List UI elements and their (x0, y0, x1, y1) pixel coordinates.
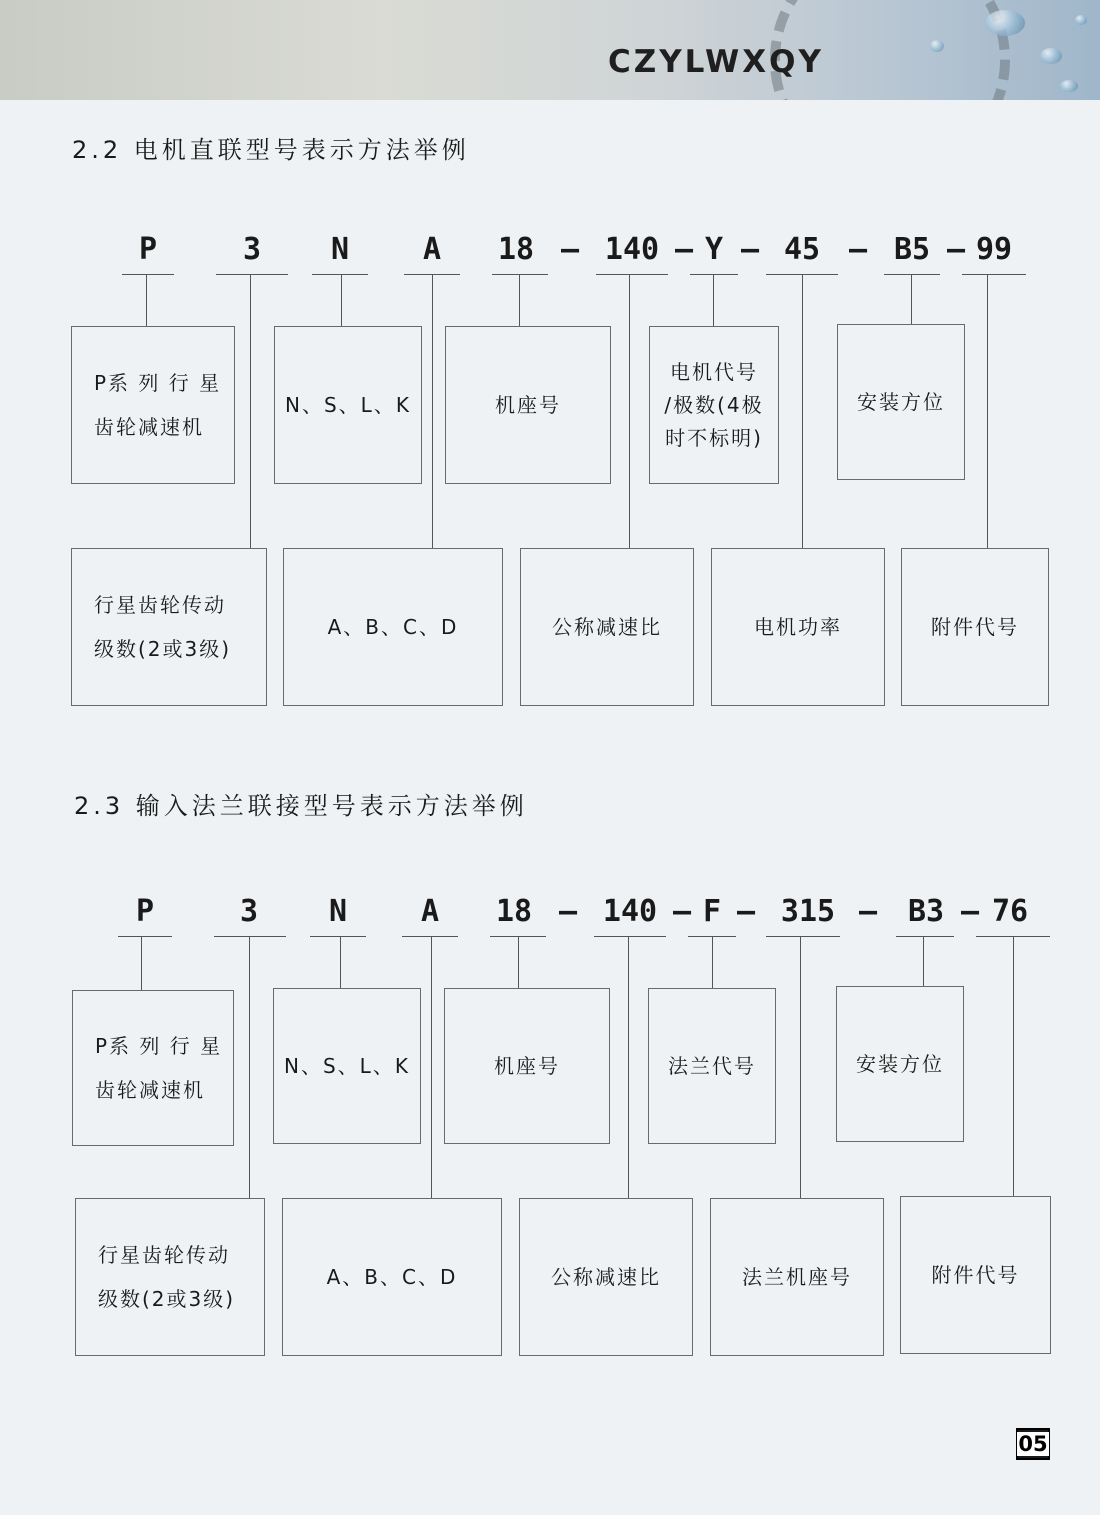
code-underline (594, 936, 666, 937)
code-segment: 315 (780, 894, 836, 929)
connector-line (249, 936, 250, 1198)
code-underline (690, 274, 738, 275)
code-underline (214, 936, 286, 937)
box-line: 公称减速比 (552, 614, 662, 639)
code-underline (884, 274, 940, 275)
code-underline (766, 936, 840, 937)
box-mounting-position (836, 986, 964, 1142)
code-underline (402, 936, 458, 937)
connector-line (432, 274, 433, 548)
code-separator: – (858, 894, 878, 929)
box-line: 法兰机座号 (742, 1264, 852, 1289)
box-line: 公称减速比 (551, 1264, 661, 1289)
box-stage-count (75, 1198, 265, 1356)
code-separator: – (946, 232, 966, 267)
box-line: 安装方位 (856, 1051, 944, 1076)
code-underline (596, 274, 668, 275)
code-segment: N (330, 232, 350, 267)
water-drop-icon (1040, 48, 1062, 64)
section-title-direct-motor: 2.2 电机直联型号表示方法举例 (72, 136, 470, 164)
box-line: 机座号 (495, 392, 561, 417)
code-segment: 140 (602, 894, 658, 929)
code-underline (312, 274, 368, 275)
water-drop-icon (930, 40, 944, 52)
box-ratio (520, 548, 694, 706)
connector-line (1013, 936, 1014, 1196)
connector-line (341, 274, 342, 326)
box-variant (283, 548, 503, 706)
code-segment: 76 (991, 894, 1029, 929)
box-frame-size (444, 988, 610, 1144)
box-type-code (274, 326, 422, 484)
code-segment: N (328, 894, 348, 929)
code-segment: 18 (497, 232, 535, 267)
box-line: 行星齿轮传动 (98, 1243, 230, 1267)
code-underline (216, 274, 288, 275)
box-variant (282, 1198, 502, 1356)
code-segment: F (702, 894, 722, 929)
box-series-name (72, 990, 234, 1146)
box-flange-code (648, 988, 776, 1144)
code-separator: – (736, 894, 756, 929)
connector-line (911, 274, 912, 324)
box-line: 齿轮减速机 (94, 415, 204, 439)
box-ratio (519, 1198, 693, 1356)
box-line: P系 列 行 星 (95, 1034, 223, 1058)
connector-line (987, 274, 988, 548)
connector-line (800, 936, 801, 1198)
connector-line (628, 936, 629, 1198)
code-separator: – (672, 894, 692, 929)
water-drop-icon (985, 10, 1025, 36)
brand-logo: CZYLWXQY (608, 44, 824, 80)
box-line: 机座号 (494, 1053, 560, 1078)
page-number-text: 05 (1018, 1432, 1048, 1456)
code-separator: – (848, 232, 868, 267)
connector-line (923, 936, 924, 986)
code-segment: A (422, 232, 442, 267)
connector-line (340, 936, 341, 988)
connector-line (519, 274, 520, 326)
box-line: A、B、C、D (327, 614, 459, 639)
box-line: /极数(4极 (664, 392, 764, 417)
connector-line (712, 936, 713, 988)
code-segment: A (420, 894, 440, 929)
connector-line (250, 274, 251, 548)
code-separator: – (560, 232, 580, 267)
box-line: 电机功率 (754, 614, 842, 639)
code-underline (118, 936, 172, 937)
section-title-input-flange: 2.3 输入法兰联接型号表示方法举例 (74, 792, 528, 820)
code-underline (896, 936, 954, 937)
box-line: 时不标明) (665, 425, 763, 450)
connector-line (146, 274, 147, 326)
code-underline (492, 274, 548, 275)
box-line: 附件代号 (931, 614, 1019, 639)
code-separator: – (558, 894, 578, 929)
code-segment: 140 (604, 232, 660, 267)
code-segment: B3 (907, 894, 945, 929)
code-separator: – (960, 894, 980, 929)
code-segment: P (135, 894, 155, 929)
connector-line (713, 274, 714, 326)
box-line: 行星齿轮传动 (94, 593, 226, 617)
box-motor-code (649, 326, 779, 484)
box-stage-count (71, 548, 267, 706)
connector-line (431, 936, 432, 1198)
connector-line (802, 274, 803, 548)
box-line: A、B、C、D (326, 1264, 458, 1289)
box-type-code (273, 988, 421, 1144)
connector-line (518, 936, 519, 988)
code-separator: – (674, 232, 694, 267)
code-underline (310, 936, 366, 937)
code-segment: 99 (975, 232, 1013, 267)
connector-line (629, 274, 630, 548)
code-segment: Y (704, 232, 724, 267)
code-segment: P (138, 232, 158, 267)
header-band (0, 0, 1100, 100)
box-line: N、S、L、K (284, 1053, 410, 1078)
code-segment: 18 (495, 894, 533, 929)
code-segment: B5 (893, 232, 931, 267)
box-mounting-position (837, 324, 965, 480)
page-number (1016, 1428, 1050, 1460)
box-line: 附件代号 (931, 1262, 1020, 1287)
box-line: 法兰代号 (668, 1053, 756, 1078)
code-underline (122, 274, 174, 275)
box-frame-size (445, 326, 611, 484)
box-line: 电机代号 (669, 359, 758, 384)
box-line: 级数(2或3级) (98, 1287, 236, 1311)
box-line: 齿轮减速机 (95, 1078, 205, 1102)
code-segment: 3 (239, 894, 259, 929)
code-separator: – (740, 232, 760, 267)
water-drop-icon (1060, 80, 1078, 92)
box-flange-frame-size (710, 1198, 884, 1356)
box-line: 级数(2或3级) (94, 637, 232, 661)
box-accessory-code (900, 1196, 1051, 1354)
box-line: P系 列 行 星 (94, 371, 222, 395)
box-motor-power (711, 548, 885, 706)
page-body (0, 100, 1100, 1515)
code-underline (962, 274, 1026, 275)
code-segment: 3 (242, 232, 262, 267)
code-segment: 45 (783, 232, 821, 267)
water-drop-icon (1075, 15, 1087, 25)
box-series-name (71, 326, 235, 484)
box-line: 安装方位 (857, 389, 945, 414)
box-accessory-code (901, 548, 1049, 706)
connector-line (141, 936, 142, 990)
box-line: N、S、L、K (285, 392, 411, 417)
